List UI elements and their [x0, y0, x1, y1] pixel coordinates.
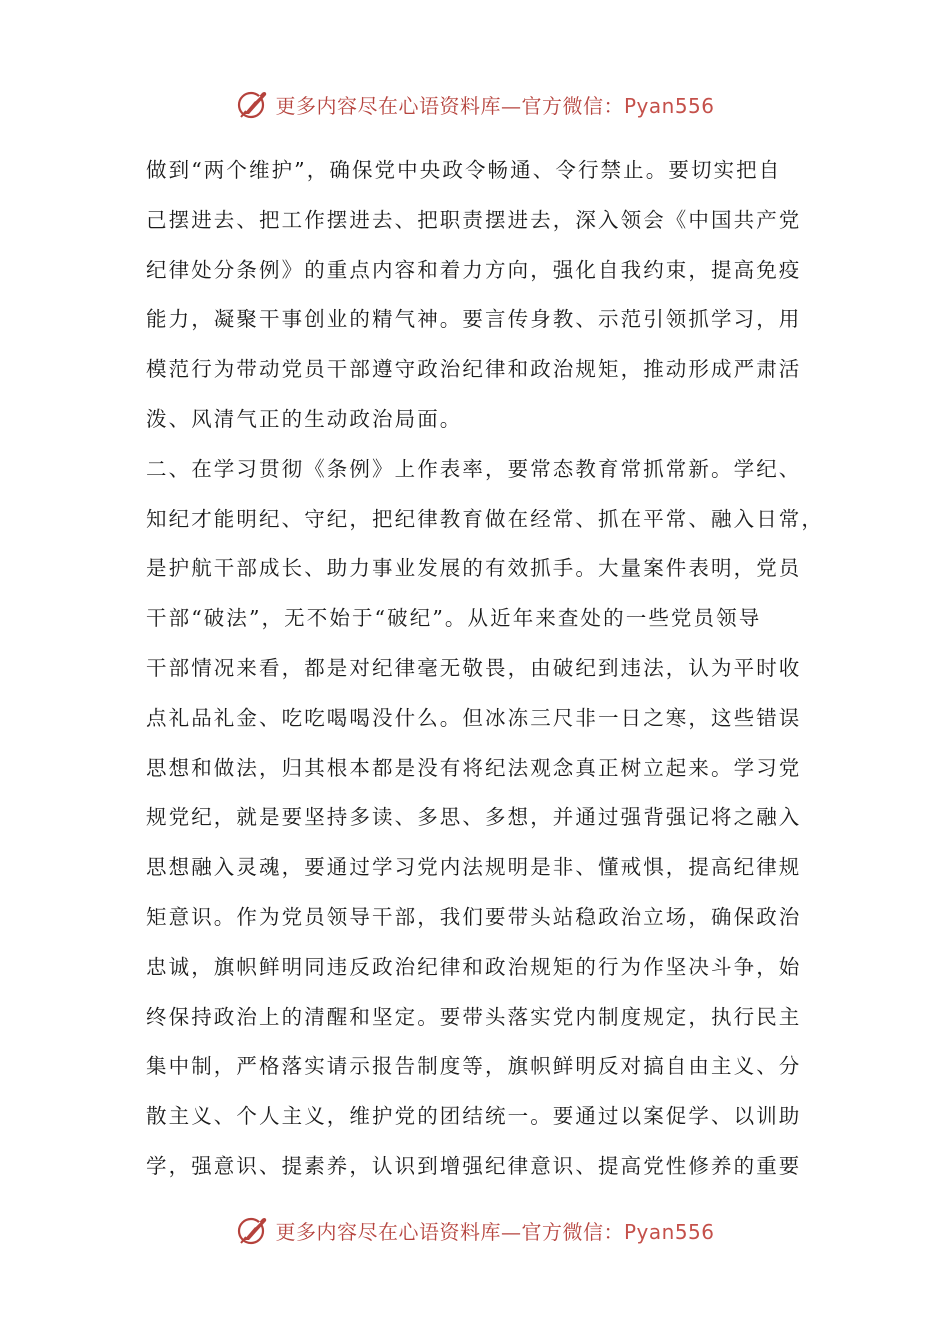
body-line: 纪律处分条例》的重点内容和着力方向，强化自我约束，提高免疫 [146, 257, 802, 282]
quill-pen-logo-icon [235, 1213, 269, 1247]
document-body [146, 152, 824, 1198]
body-line: 知纪才能明纪、守纪，把纪律教育做在经常、抓在平常、融入日常， [146, 506, 824, 531]
body-line: 泼、风清气正的生动政治局面。 [146, 406, 463, 431]
body-line: 模范行为带动党员干部遵守政治纪律和政治规矩，推动形成严肃活 [146, 357, 802, 382]
header-wechat-id: Pyan556 [623, 93, 715, 118]
body-line: 干部“破法”，无不始于“破纪”。从近年来查处的一些党员领导 [146, 606, 762, 631]
body-line: 忠诚，旗帜鲜明同违反政治纪律和政治规矩的行为作坚决斗争，始 [146, 954, 802, 979]
body-line: 点礼品礼金、吃吃喝喝没什么。但冰冻三尺非一日之寒，这些错误 [146, 705, 802, 730]
body-line: 矩意识。作为党员领导干部，我们要带头站稳政治立场，确保政治 [146, 904, 802, 929]
header-banner-text [275, 90, 714, 119]
body-line: 终保持政治上的清醒和坚定。要带头落实党内制度规定，执行民主 [146, 1004, 802, 1029]
header-banner [0, 82, 950, 126]
body-line: 学，强意识、提素养，认识到增强纪律意识、提高党性修养的重要 [146, 1153, 802, 1178]
footer-banner-label: 更多内容尽在心语资料库—官方微信： [275, 1219, 624, 1244]
body-line: 能力，凝聚干事创业的精气神。要言传身教、示范引领抓学习，用 [146, 307, 802, 332]
footer-banner [0, 1208, 950, 1252]
header-banner-label: 更多内容尽在心语资料库—官方微信： [275, 93, 624, 118]
footer-wechat-id: Pyan556 [623, 1219, 715, 1244]
body-line: 思想融入灵魂，要通过学习党内法规明是非、懂戒惧，提高纪律规 [146, 855, 802, 880]
body-line: 己摆进去、把工作摆进去、把职责摆进去，深入领会《中国共产党 [146, 207, 802, 232]
body-line: 思想和做法，归其根本都是没有将纪法观念真正树立起来。学习党 [146, 755, 802, 780]
body-line: 是护航干部成长、助力事业发展的有效抓手。大量案件表明，党员 [146, 556, 802, 581]
body-line: 集中制，严格落实请示报告制度等，旗帜鲜明反对搞自由主义、分 [146, 1054, 802, 1079]
quill-pen-logo-icon [235, 87, 269, 121]
footer-banner-text [275, 1216, 714, 1245]
section-heading-line: 二、在学习贯彻《条例》上作表率，要常态教育常抓常新。学纪、 [146, 456, 802, 481]
body-line: 散主义、个人主义，维护党的团结统一。要通过以案促学、以训助 [146, 1104, 802, 1129]
body-line: 做到“两个维护”，确保党中央政令畅通、令行禁止。要切实把自 [146, 158, 782, 182]
body-line: 规党纪，就是要坚持多读、多思、多想，并通过强背强记将之融入 [146, 805, 802, 830]
body-line: 干部情况来看，都是对纪律毫无敬畏，由破纪到违法，认为平时收 [146, 655, 802, 680]
